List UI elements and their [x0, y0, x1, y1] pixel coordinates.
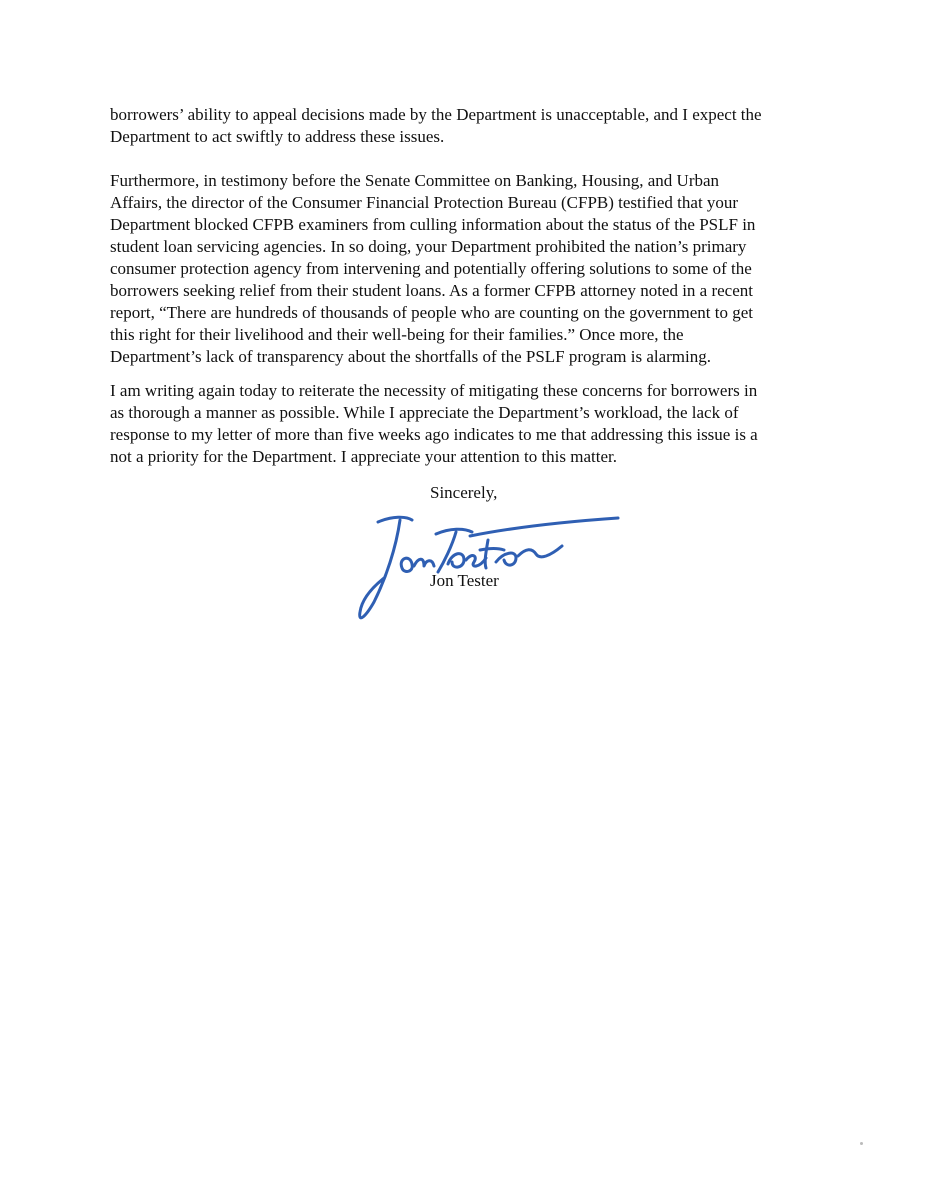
letter-paragraph-2: Furthermore, in testimony before the Senate Committee on Banking, Housing, and Urban Affairs, the director of the Consumer Financial Protection Bureau (CFPB) testified that your Department blocked CFPB examiners from culling information about the status of the PSLF in student loan servicing agencies. In so doing, your Department prohibited the nation’s primary consumer protection agency from intervening and potentially offering solutions to some of the borrowers seeking relief from their student loans. As a former CFPB attorney noted in a recent report, “There are hundreds of thousands of people who are counting on the government to get this right for their livelihood and their well-being for their families.” Once more, the Department’s lack of transparency about the shortfalls of the PSLF program is alarming.	[110, 171, 756, 366]
letter-paragraph-1: borrowers’ ability to appeal decisions made by the Department is unacceptable, and I expect the Department to act swiftly to address these issues.	[110, 105, 762, 146]
scan-speck	[860, 1142, 863, 1145]
signer-name: Jon Tester	[430, 571, 499, 590]
signature-drawing	[340, 498, 640, 638]
handwritten-signature	[340, 498, 640, 638]
letter-closing: Sincerely,	[430, 483, 498, 502]
letter-paragraph-3: I am writing again today to reiterate the necessity of mitigating these concerns for borrowers in as thorough a manner as possible. While I appreciate the Department’s workload, the lack of response to my letter of more than five weeks ago indicates to me that addressing this issue is a not a priority for the Department. I appreciate your attention to this matter.	[110, 381, 758, 466]
